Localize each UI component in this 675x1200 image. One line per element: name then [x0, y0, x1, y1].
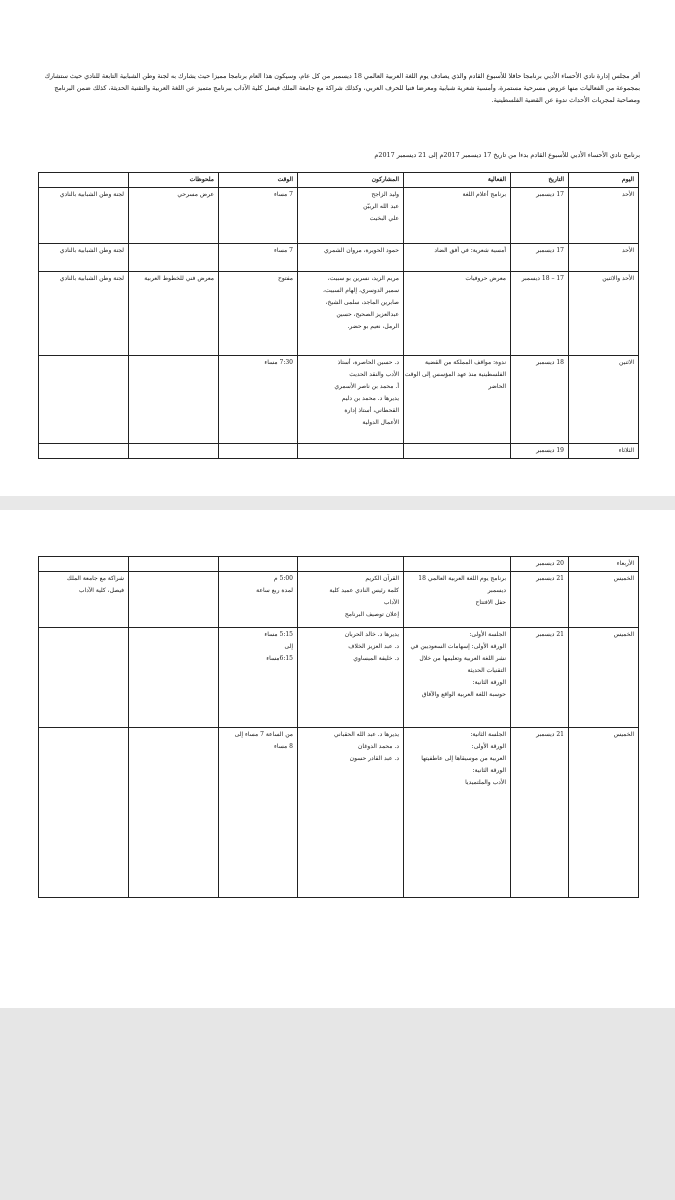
- cell-activity: [404, 272, 511, 356]
- table-row: [39, 557, 639, 572]
- time-line: 6:15مساء: [266, 655, 293, 662]
- header-day: اليوم: [569, 173, 639, 188]
- participants-line: مريم الزيد، نسرين بو سبيت،: [327, 275, 399, 282]
- participants-line: حمود الحويرة، مروان الشمري: [323, 247, 399, 254]
- schedule-table-2: [38, 556, 639, 898]
- activity-line: نشر اللغة العربية وتعليمها من خلال: [419, 655, 506, 662]
- cell-activity: [404, 188, 511, 244]
- participants-line: سمير الدوسري، إلهام السبيت،: [323, 287, 399, 294]
- activity-line: الحاضر: [488, 383, 506, 390]
- time-line: 7 مساء: [274, 191, 293, 198]
- cell-participants: [298, 272, 404, 356]
- participants-line: القرآن الكريم: [365, 575, 399, 582]
- document-page-1: [0, 0, 675, 496]
- cell-day: الأحد: [569, 188, 639, 244]
- cell-date: 17 ديسمبر: [511, 188, 569, 244]
- participants-line: يديرها د. خالد الحربان: [344, 631, 399, 638]
- cell-activity: [404, 444, 511, 459]
- activity-line: الورقة الثانية:: [472, 679, 506, 686]
- participants-line: إعلان توصيف البرنامج: [344, 611, 399, 618]
- cell-time: [219, 244, 298, 272]
- activity-line: معرض حروفيات: [465, 275, 506, 282]
- cell-remarks: [39, 444, 129, 459]
- document-page-2: [0, 510, 675, 1008]
- header-remarks: [39, 173, 129, 188]
- participants-line: كلمة رئيس النادي عميد كلية: [329, 587, 399, 594]
- cell-participants: [298, 356, 404, 444]
- table-row: [39, 272, 639, 356]
- cell-activity: [404, 244, 511, 272]
- activity-line: التقنيات الحديثة: [467, 667, 506, 674]
- cell-day: الخميس: [569, 572, 639, 628]
- cell-remarks: [39, 272, 129, 356]
- cell-activity: [404, 557, 511, 572]
- participants-line: عبد الله الربيّن: [363, 203, 399, 210]
- cell-notes: [129, 356, 219, 444]
- header-date: التاريخ: [511, 173, 569, 188]
- cell-day: الأربعاء: [569, 557, 639, 572]
- participants-line: د. محمد الدوغان: [357, 743, 399, 750]
- activity-line: الورقة الأولى:: [471, 743, 506, 750]
- cell-day: الخميس: [569, 728, 639, 898]
- cell-notes: [129, 628, 219, 728]
- time-line: لمدة ربع ساعة: [256, 587, 293, 594]
- participants-line: د. عبد العزيز الخلاف: [348, 643, 399, 650]
- cell-date: 21 ديسمبر: [511, 572, 569, 628]
- cell-day: الأحد: [569, 244, 639, 272]
- activity-line: الجلسة الثانية:: [470, 731, 506, 738]
- participants-line: وليد الزاجح: [371, 191, 399, 198]
- cell-remarks: [39, 188, 129, 244]
- cell-notes: [129, 272, 219, 356]
- cell-activity: [404, 356, 511, 444]
- remarks-line: لجنة وطن الشبابية بالنادي: [59, 247, 124, 254]
- cell-remarks: [39, 356, 129, 444]
- cell-remarks: [39, 628, 129, 728]
- cell-activity: [404, 628, 511, 728]
- participants-line: عبدالعزيز الصحيح، حسين: [336, 311, 399, 318]
- cell-notes: [129, 572, 219, 628]
- cell-time: [219, 557, 298, 572]
- schedule-table-1: [38, 172, 639, 459]
- cell-remarks: [39, 244, 129, 272]
- cell-participants: [298, 444, 404, 459]
- participants-line: يديرها د. محمد بن دليم: [341, 395, 399, 402]
- time-line: 8 مساء: [274, 743, 293, 750]
- empty-background: [0, 1008, 675, 1200]
- remarks-line: لجنة وطن الشبابية بالنادي: [59, 275, 124, 282]
- cell-notes: [129, 557, 219, 572]
- time-line: 7 مساء: [274, 247, 293, 254]
- participants-line: الرمل، نعيم بو حضر.: [347, 323, 399, 330]
- cell-date: 21 ديسمبر: [511, 628, 569, 728]
- cell-notes: [129, 728, 219, 898]
- cell-date: 21 ديسمبر: [511, 728, 569, 898]
- remarks-line: شراكة مع جامعة الملك: [66, 575, 124, 582]
- participants-line: يديرها د. عبد الله الحقباني: [334, 731, 399, 738]
- cell-time: [219, 572, 298, 628]
- cell-time: [219, 356, 298, 444]
- cell-participants: [298, 188, 404, 244]
- cell-notes: [129, 444, 219, 459]
- cell-time: [219, 728, 298, 898]
- header-activity: الفعالية: [404, 173, 511, 188]
- participants-line: الأدب والنقد الحديث: [349, 371, 399, 378]
- cell-participants: [298, 244, 404, 272]
- program-title: برنامج نادي الأحساء الأدبي للأسبوع القادم بدءا من تاريخ 17 ديسمبر 2017م إلى 21 ديسمبر 2017م: [374, 151, 640, 159]
- header-notes: ملحوظات: [129, 173, 219, 188]
- activity-line: الأدب والملتميديا: [465, 779, 506, 786]
- cell-time: [219, 272, 298, 356]
- participants-line: الآداب: [383, 599, 399, 606]
- notes-line: عرض مسرحي: [177, 191, 214, 198]
- participants-line: د. حسين الحاصرة، أستاذ: [337, 359, 399, 366]
- activity-line: الجلسة الأولى:: [469, 631, 506, 638]
- cell-activity: [404, 572, 511, 628]
- table-row: [39, 356, 639, 444]
- cell-activity: [404, 728, 511, 898]
- table-row: [39, 444, 639, 459]
- cell-date: 17 ديسمبر: [511, 244, 569, 272]
- time-line: من الساعة 7 مساء إلى: [234, 731, 293, 738]
- cell-participants: [298, 572, 404, 628]
- activity-line: ندوة: مواقف المملكة من القضية: [424, 359, 506, 366]
- activity-line: حفل الافتتاح: [475, 599, 506, 606]
- cell-notes: [129, 244, 219, 272]
- activity-line: ديسمبر: [487, 587, 506, 594]
- activity-line: الفلسطينية منذ عهد المؤسس إلى الوقت: [404, 371, 506, 378]
- cell-date: 18 ديسمبر: [511, 356, 569, 444]
- cell-remarks: [39, 572, 129, 628]
- remarks-line: فيصل، كلية الآداب: [78, 587, 124, 594]
- table-row: [39, 572, 639, 628]
- cell-time: [219, 444, 298, 459]
- activity-line: العربية من موسيقاها إلى عاطفيتها: [421, 755, 506, 762]
- cell-day: الاثنين: [569, 356, 639, 444]
- activity-line: برنامج أعلام اللغة: [462, 191, 506, 198]
- table-row: [39, 188, 639, 244]
- cell-time: [219, 188, 298, 244]
- cell-date: 17 – 18 ديسمبر: [511, 272, 569, 356]
- table-row: [39, 728, 639, 898]
- cell-notes: [129, 188, 219, 244]
- participants-line: علي البخيت: [369, 215, 399, 222]
- participants-line: أ. محمد بن ناصر الأسمري: [334, 383, 399, 390]
- cell-remarks: [39, 557, 129, 572]
- notes-line: معرض فني للخطوط العربية: [144, 275, 214, 282]
- cell-date: 19 ديسمبر: [511, 444, 569, 459]
- time-line: 5:00 م: [273, 575, 293, 582]
- cell-remarks: [39, 728, 129, 898]
- participants-line: د. عبد القادر حسون: [349, 755, 399, 762]
- table-row: [39, 628, 639, 728]
- participants-line: القحطاني، أستاذ إدارة: [344, 407, 399, 414]
- activity-line: أمسية شعرية: في أفق الضاد: [434, 247, 506, 254]
- participants-line: الأعمال الدولية: [362, 419, 399, 426]
- cell-day: الأحد والاثنين: [569, 272, 639, 356]
- time-line: 5:15 مساء: [264, 631, 293, 638]
- remarks-line: لجنة وطن الشبابية بالنادي: [59, 191, 124, 198]
- time-line: إلى: [284, 643, 293, 650]
- cell-participants: [298, 628, 404, 728]
- activity-line: برنامج يوم اللغة العربية العالمي 18: [418, 575, 506, 582]
- participants-line: د. خليفة الميساوي: [353, 655, 399, 662]
- time-line: 7:30 مساء: [264, 359, 293, 366]
- table-row: [39, 244, 639, 272]
- header-participants: المشاركون: [298, 173, 404, 188]
- cell-day: الثلاثاء: [569, 444, 639, 459]
- cell-participants: [298, 728, 404, 898]
- header-time: الوقت: [219, 173, 298, 188]
- time-line: مفتوح: [277, 275, 293, 282]
- cell-day: الخميس: [569, 628, 639, 728]
- activity-line: الورقة الأولى: إسهامات السعوديين في: [410, 643, 506, 650]
- cell-date: 20 ديسمبر: [511, 557, 569, 572]
- cell-time: [219, 628, 298, 728]
- participants-line: صابرين الماجد، سلمى الشيخ،: [325, 299, 399, 306]
- activity-line: الورقة الثانية:: [472, 767, 506, 774]
- activity-line: حوسبة اللغة العربية الواقع والآفاق: [421, 691, 506, 698]
- intro-paragraph: أقر مجلس إدارة نادي الأحساء الأدبي برنامجا حافلا للأسبوع القادم والذي يصادف يوم اللغة العربية العالمي 18 ديسمبر من كل عام، وسيكون هذا العام برنامجا مميزا حيث يشارك به لجنة وطن الشبابية التابعة للنادي حيث ستشارك بمجموعة من الفعاليات منها عروض مسرحية مستمرة، وأمسية شعرية شبابية ومعرضا فنيا للحرف العربي، وكذلك شراكة مع جامعة الملك فيصل كلية الآداب ببرنامج متميز عن اللغة العربية والتقنية الحديثة، كذلك ضمن البرنامج ومصاحبة لمجريات الأحداث ندوة عن القضية الفلسطينية.: [44, 72, 640, 104]
- cell-participants: [298, 557, 404, 572]
- table-header-row: [39, 173, 639, 188]
